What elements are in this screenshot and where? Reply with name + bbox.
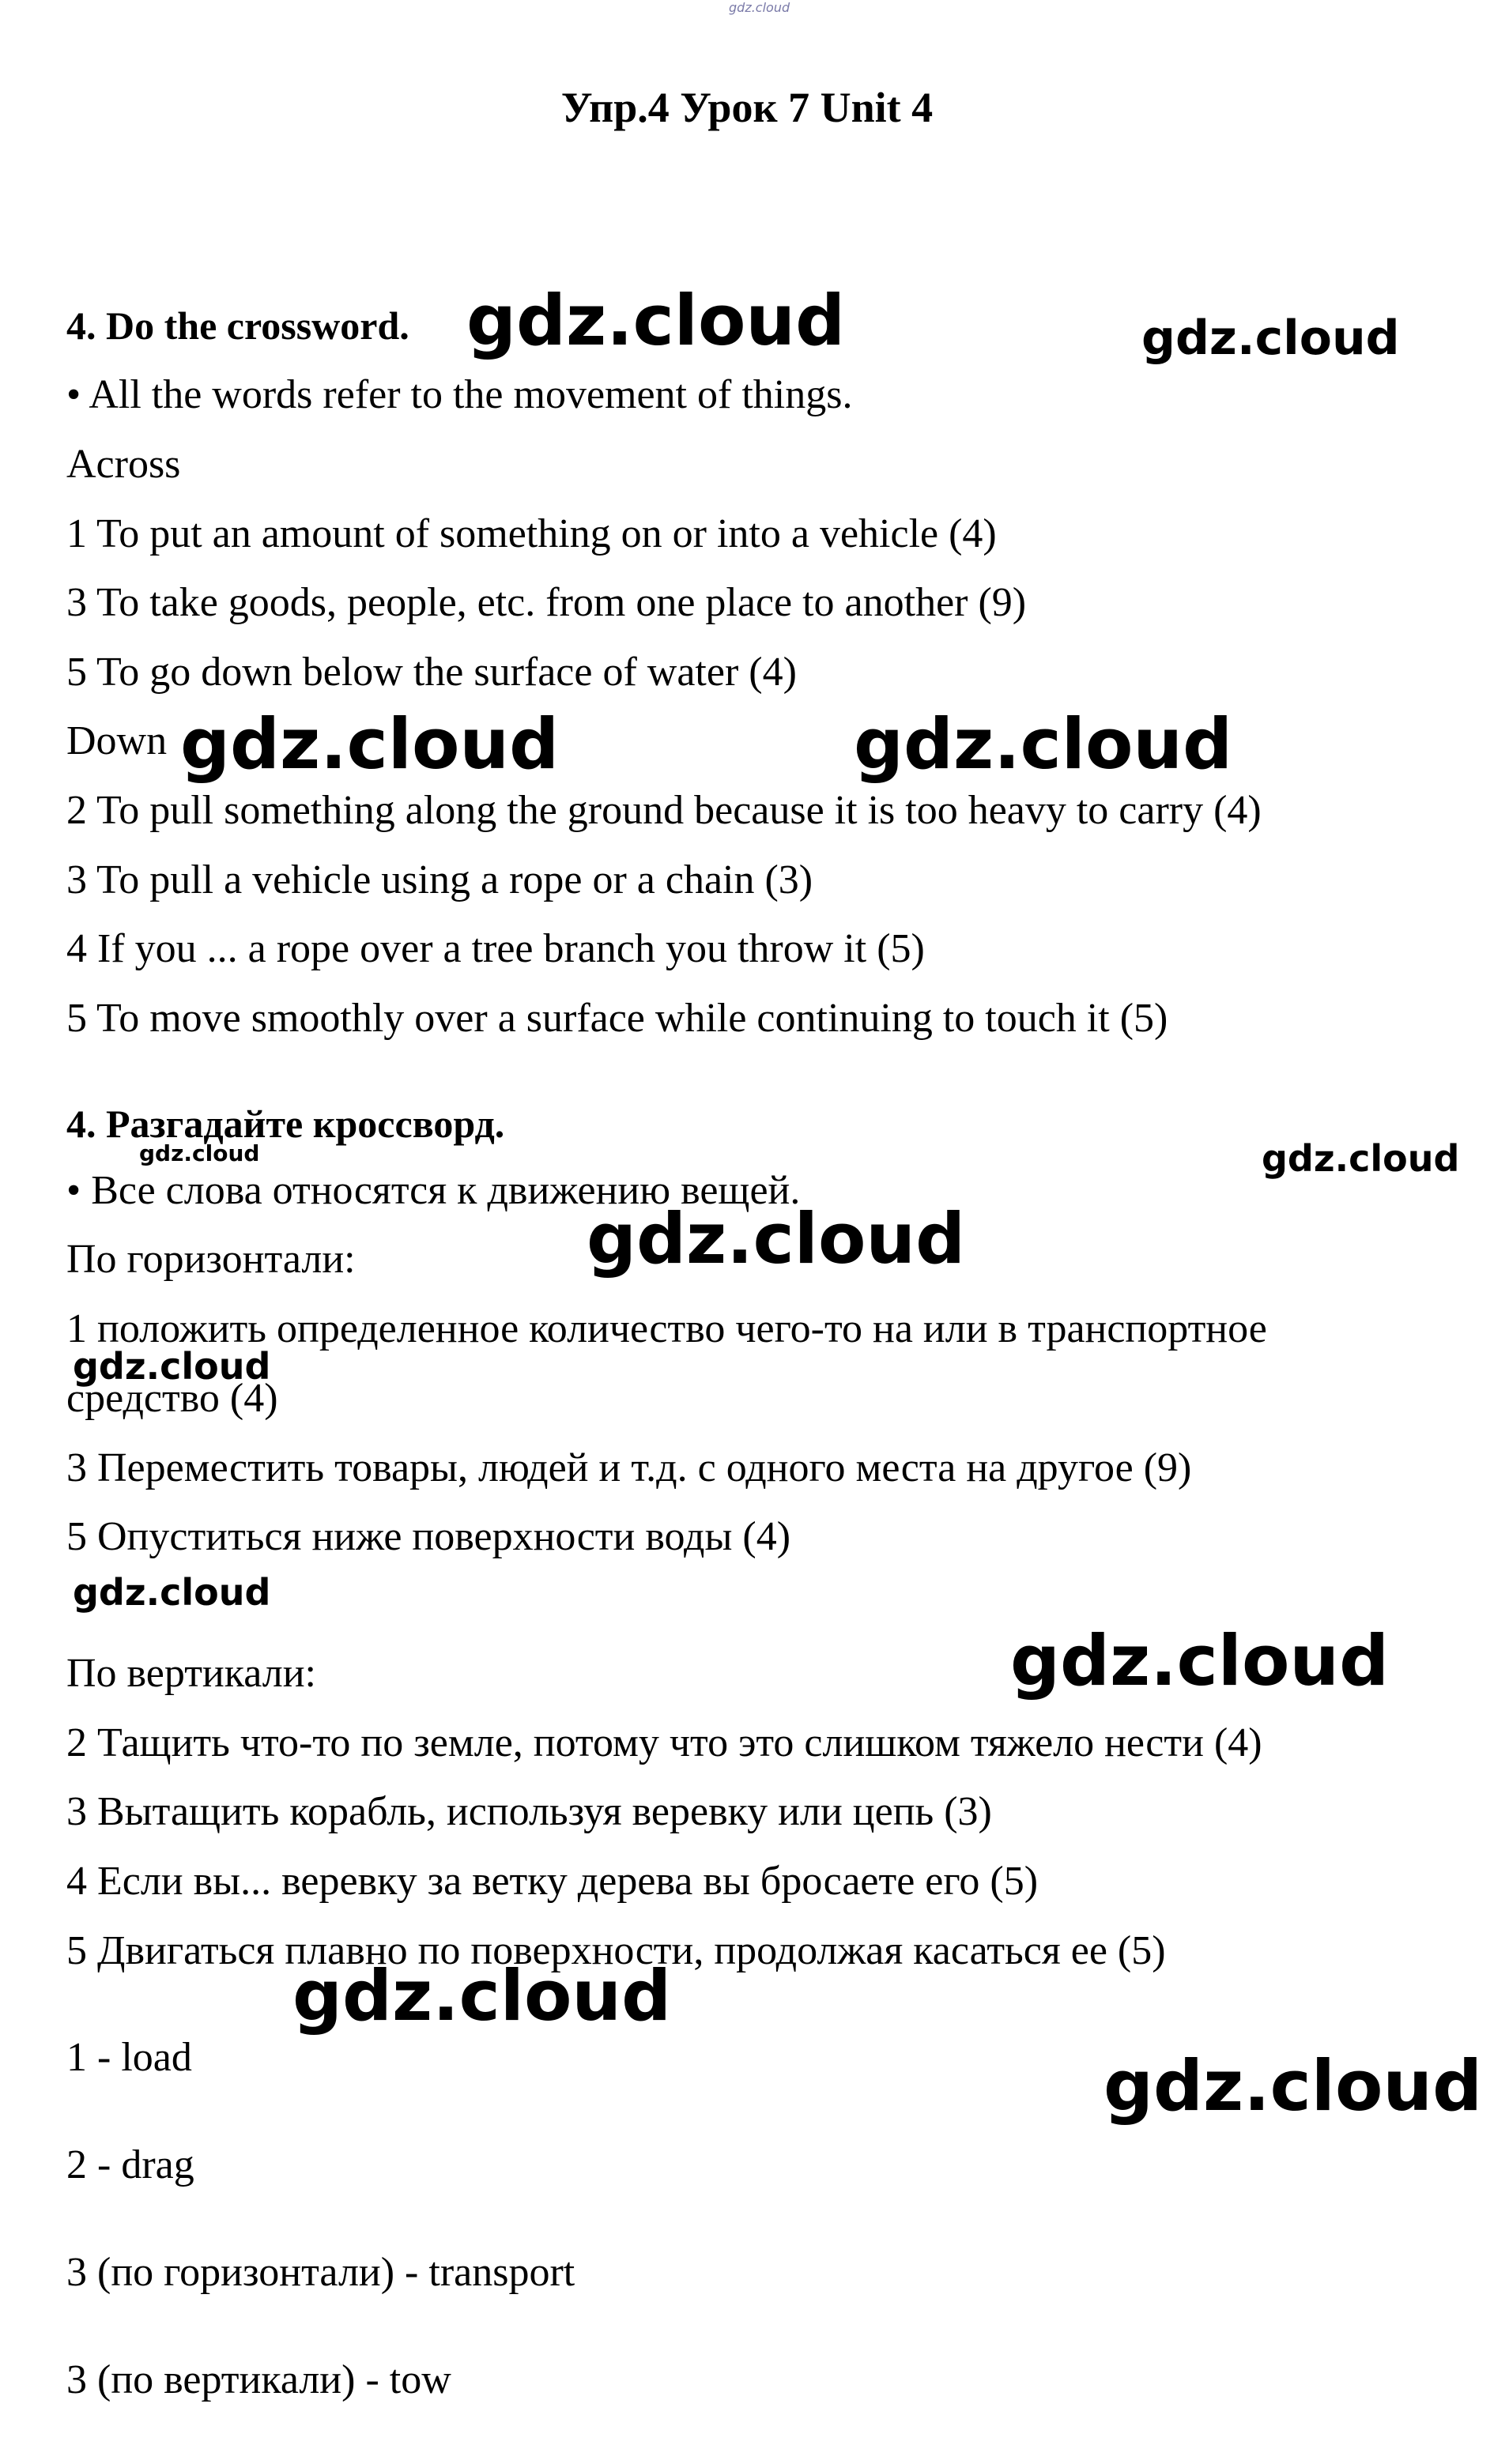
russian-across-label: По горизонтали: <box>66 1237 356 1282</box>
english-down-item: 2 To pull something along the ground because it is too heavy to carry (4) <box>66 788 1262 833</box>
russian-down-item: 3 Вытащить корабль, используя веревку или цепь (3) <box>66 1789 992 1834</box>
watermark: gdz.cloud <box>180 703 560 785</box>
russian-across-item-continued: средство (4) <box>66 1376 278 1421</box>
watermark: gdz.cloud <box>73 1345 271 1388</box>
english-down-item: 4 If you ... a rope over a tree branch you throw it (5) <box>66 926 925 971</box>
answer-item: 1 - load <box>66 2035 192 2080</box>
watermark: gdz.cloud <box>73 1571 271 1614</box>
russian-across-item: 3 Переместить товары, людей и т.д. с одного места на другое (9) <box>66 1445 1192 1490</box>
watermark: gdz.cloud <box>292 1955 672 2036</box>
answer-item: 3 (по горизонтали) - transport <box>66 2250 575 2295</box>
answer-item: 2 - drag <box>66 2142 194 2187</box>
english-down-item: 5 To move smoothly over a surface while continuing to touch it (5) <box>66 996 1168 1041</box>
russian-across-item: 5 Опуститься ниже поверхности воды (4) <box>66 1514 791 1559</box>
russian-across-item: 1 положить определенное количество чего-то на или в транспортное <box>66 1306 1267 1351</box>
english-across-label: Across <box>66 442 181 487</box>
watermark: gdz.cloud <box>1141 311 1400 366</box>
watermark: gdz.cloud <box>854 703 1233 785</box>
english-across-item: 3 To take goods, people, etc. from one place to another (9) <box>66 580 1027 625</box>
answer-item: 3 (по вертикали) - tow <box>66 2357 451 2402</box>
english-heading: 4. Do the crossword. <box>66 303 409 348</box>
page-title: Упр.4 Урок 7 Unit 4 <box>560 84 934 131</box>
english-across-item: 5 To go down below the surface of water (4) <box>66 650 797 695</box>
english-down-item: 3 To pull a vehicle using a rope or a chain (3) <box>66 857 813 902</box>
watermark: gdz.cloud <box>1010 1620 1390 1701</box>
english-across-item: 1 To put an amount of something on or into a vehicle (4) <box>66 511 997 556</box>
russian-down-item: 2 Тащить что-то по земле, потому что это слишком тяжело нести (4) <box>66 1720 1262 1765</box>
english-down-label: Down <box>66 718 168 763</box>
russian-down-label: По вертикали: <box>66 1651 316 1696</box>
watermark: gdz.cloud <box>139 1140 260 1166</box>
russian-heading: 4. Разгадайте кроссворд. <box>66 1102 505 1146</box>
watermark: gdz.cloud <box>466 280 846 361</box>
watermark: gdz.cloud <box>1103 2045 1483 2127</box>
watermark: gdz.cloud <box>1262 1137 1460 1180</box>
russian-down-item: 5 Двигаться плавно по поверхности, продолжая касаться ее (5) <box>66 1928 1166 1973</box>
english-note: • All the words refer to the movement of things. <box>66 372 853 417</box>
russian-note: • Все слова относятся к движению вещей. <box>66 1168 801 1213</box>
top-watermark: gdz.cloud <box>729 0 790 15</box>
watermark: gdz.cloud <box>587 1198 966 1279</box>
russian-down-item: 4 Если вы... веревку за ветку дерева вы бросаете его (5) <box>66 1859 1039 1904</box>
